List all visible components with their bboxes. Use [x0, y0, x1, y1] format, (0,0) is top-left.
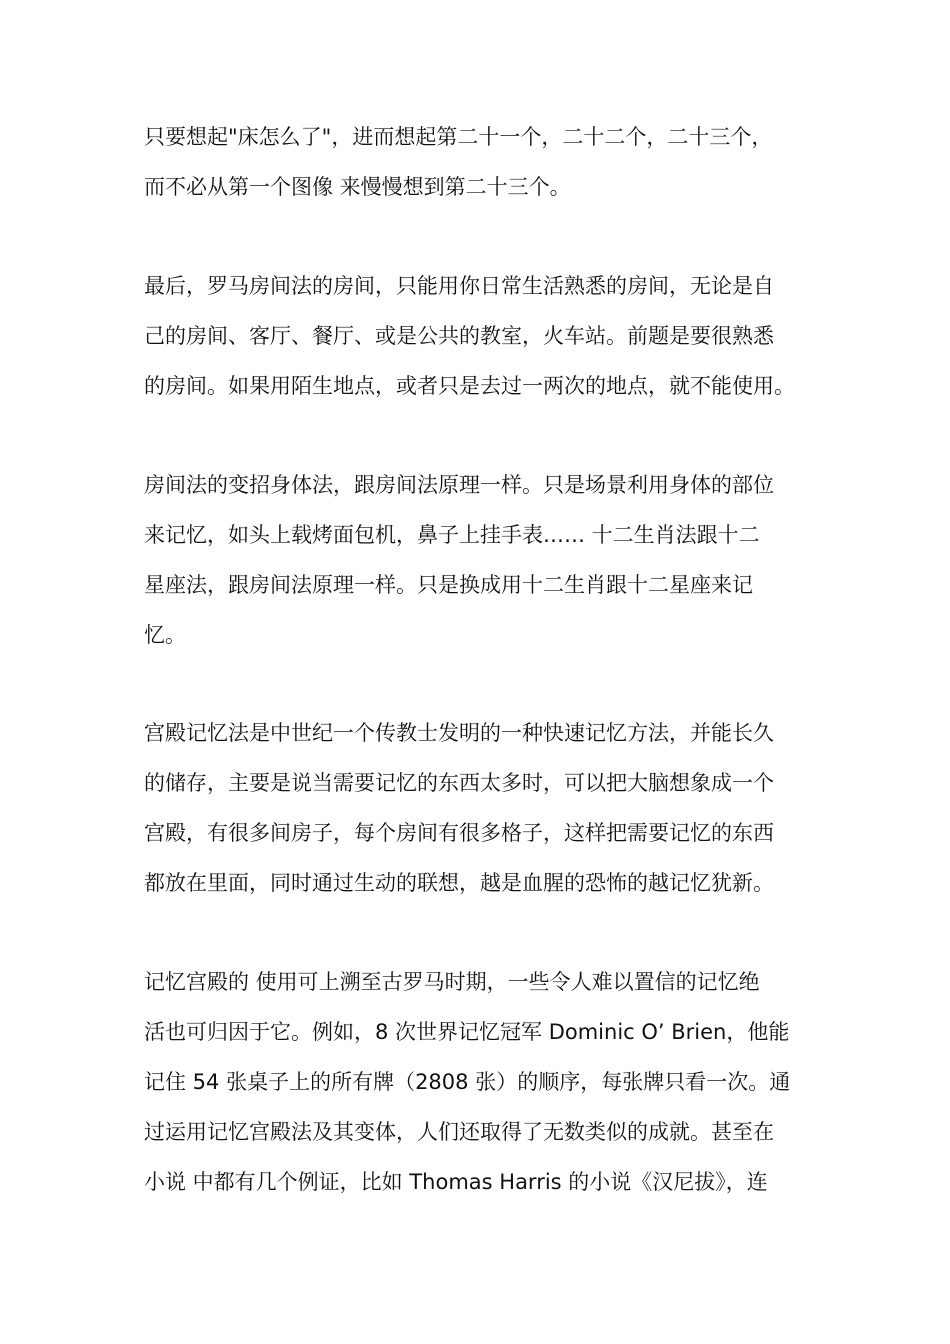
paragraph-1: [144, 112, 824, 212]
text-line: 己的房间、客厅、餐厅、或是公共的教室，火车站。前题是要很熟悉: [144, 324, 774, 348]
text-line: 记忆宫殿的 使用可上溯至古罗马时期，一些令人难以置信的记忆绝: [144, 970, 760, 994]
text-line: 来记忆，如头上载烤面包机，鼻子上挂手表…… 十二生肖法跟十二: [144, 523, 760, 547]
text-line: 的房间。如果用陌生地点，或者只是去过一两次的地点，就不能使用。: [144, 374, 795, 398]
text-line: 星座法，跟房间法原理一样。只是换成用十二生肖跟十二星座来记: [144, 573, 753, 597]
text-line: 宫殿，有很多间房子，每个房间有很多格子，这样把需要记忆的东西: [144, 821, 774, 845]
text-line: 记住 54 张桌子上的所有牌（2808 张）的顺序，每张牌只看一次。通: [144, 1070, 791, 1094]
text-line: 活也可归因于它。例如，8 次世界记忆冠军 Dominic O’ Brien，他能: [144, 1020, 790, 1044]
text-line: 只要想起"床怎么了"，进而想起第二十一个，二十二个，二十三个，: [144, 125, 773, 149]
paragraph-4: [144, 708, 824, 908]
text-line: 小说 中都有几个例证，比如 Thomas Harris 的小说《汉尼拔》，连: [144, 1170, 768, 1194]
text-line: 房间法的变招身体法，跟房间法原理一样。只是场景利用身体的部位: [144, 473, 774, 497]
text-line: 而不必从第一个图像 来慢慢想到第二十三个。: [144, 175, 571, 199]
text-line: 最后，罗马房间法的房间，只能用你日常生活熟悉的房间，无论是自: [144, 274, 774, 298]
paragraph-2: [144, 261, 824, 411]
text-line: 过运用记忆宫殿法及其变体，人们还取得了无数类似的成就。甚至在: [144, 1120, 774, 1144]
paragraph-5: [144, 957, 824, 1207]
text-line: 宫殿记忆法是中世纪一个传教士发明的一种快速记忆方法，并能长久: [144, 721, 774, 745]
text-line: 忆。: [144, 623, 186, 647]
paragraph-3: [144, 460, 824, 660]
text-line: 都放在里面，同时通过生动的联想，越是血腥的恐怖的越记忆犹新。: [144, 871, 774, 895]
text-line: 的储存，主要是说当需要记忆的东西太多时，可以把大脑想象成一个: [144, 771, 774, 795]
